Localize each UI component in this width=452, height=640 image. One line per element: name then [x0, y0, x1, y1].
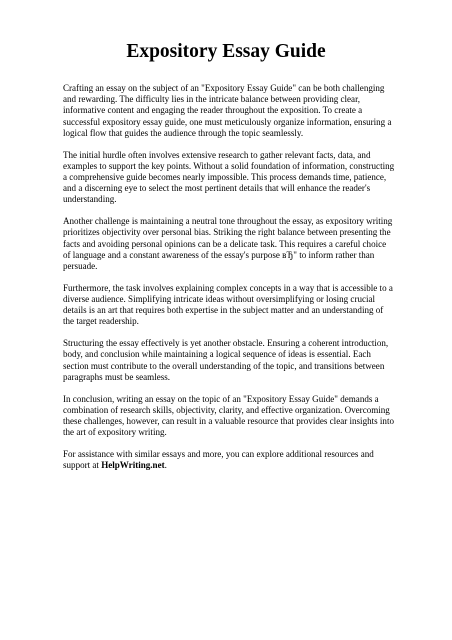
paragraph-intro: Crafting an essay on the subject of an "Expository Essay Guide" can be both challenging and rewarding. The difficulty lies in the intricate balance between providing clear, informative content and engaging the reader throughout the exposition. To create a successful expository essay guide, one must meticulously organize information, ensuring a logical flow that guides the audience through the topic seamlessly. [63, 83, 392, 138]
paragraph-structure: Structuring the essay effectively is yet another obstacle. Ensuring a coherent introduction, body, and conclusion while maintaining a logical sequence of ideas is essential. Each section must contribute to the overall understanding of the topic, and transitions between paragraphs must be seamless. [63, 338, 389, 382]
document-body [63, 83, 395, 482]
document-title: Expository Essay Guide [126, 41, 326, 62]
paragraph-conclusion: In conclusion, writing an essay on the topic of an "Expository Essay Guide" demands a combination of research skills, objectivity, clarity, and effective organization. Overcoming these challenges, however, can result in a valuable resource that provides clear insights into the art of expository writing. [63, 393, 394, 438]
paragraph-complex-concepts: Furthermore, the task involves explaining complex concepts in a way that is accessible to a diverse audience. Simplifying intricate ideas without oversimplifying or losing crucial details is an art that requires both expertise in the subject matter and an understanding of the target readership. [63, 282, 393, 327]
helpwriting-link[interactable]: HelpWriting.net [101, 460, 165, 471]
paragraph-neutral-tone: Another challenge is maintaining a neutral tone throughout the essay, as expository writing prioritizes objectivity over personal bias. Striking the right balance between presenting the facts and avoiding personal opinions can be a delicate task. This requires a careful choice of language and a constant awareness of the essay's purpose вЂ" to inform rather than persuade. [63, 216, 393, 272]
paragraph-closing [63, 449, 395, 471]
closing-suffix: . [164, 460, 167, 471]
closing-text: For assistance with similar essays and more, you can explore additional resources and support at [63, 449, 374, 471]
paragraph-research: The initial hurdle often involves extensive research to gather relevant facts, data, and examples to support the key points. Without a solid foundation of information, constructing a comprehensive guide becomes nearly impossible. This process demands time, patience, and a discerning eye to select the most pertinent details that will enhance the reader's understanding. [63, 149, 395, 205]
